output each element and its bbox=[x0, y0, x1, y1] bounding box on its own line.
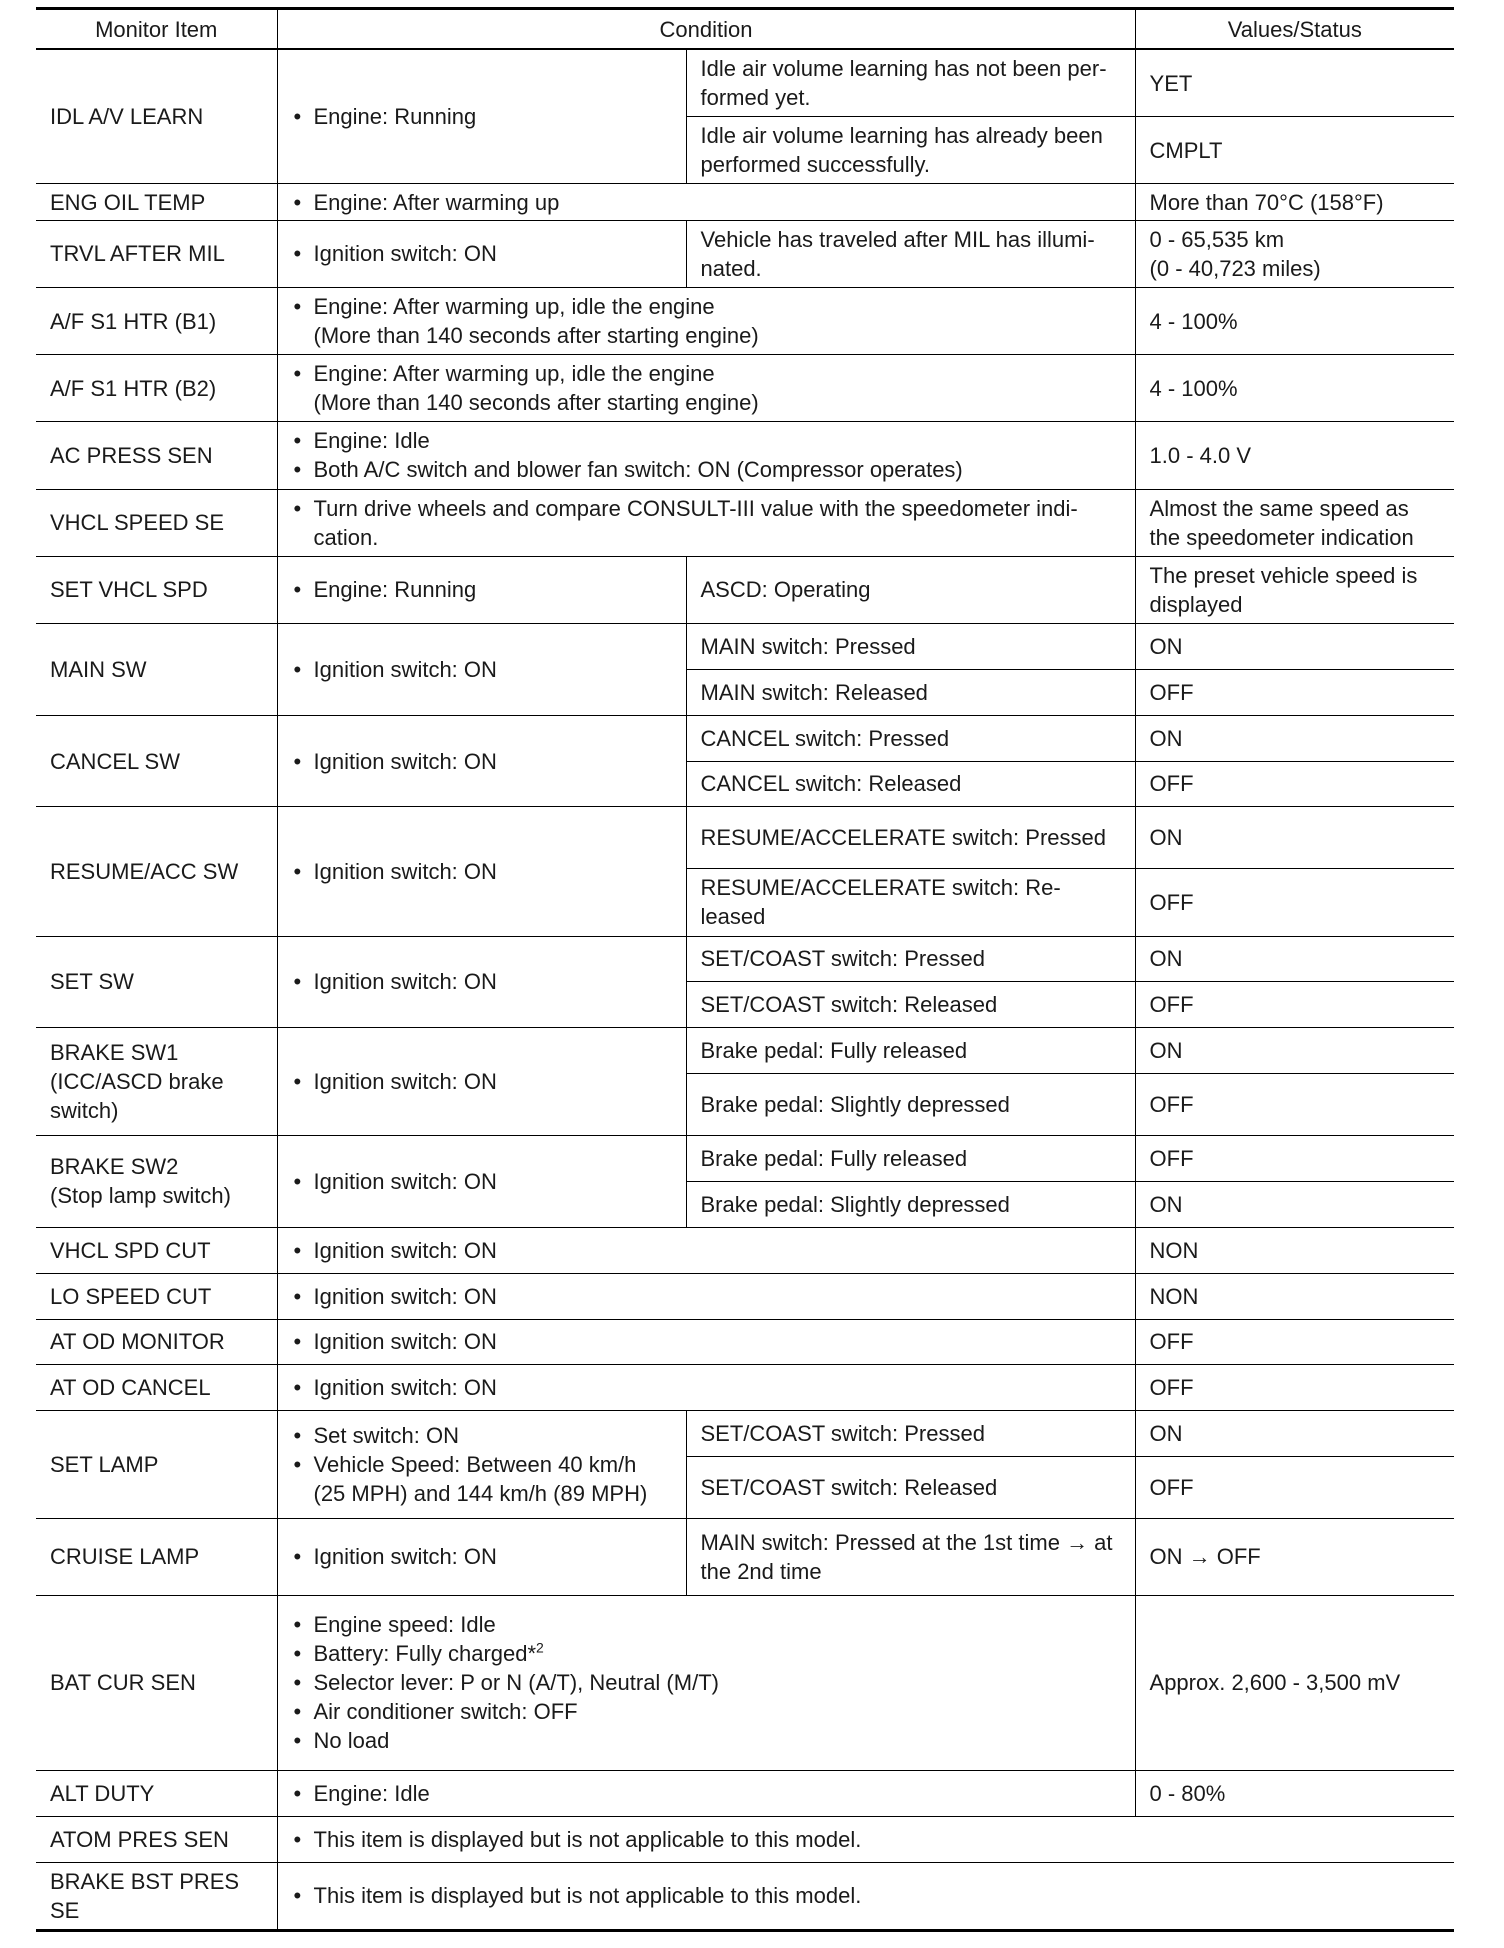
table-row bbox=[36, 1411, 1454, 1457]
table-row bbox=[36, 1365, 1454, 1411]
monitor-item-cell: ENG OIL TEMP bbox=[36, 184, 277, 220]
condition-line: • Engine: After warming up, idle the engine bbox=[313, 361, 715, 387]
condition-bullet: • Both A/C switch and blower fan switch: ON (Compressor operates) bbox=[292, 455, 1121, 484]
condition-bullet: • Selector lever: P or N (A/T), Neutral (M/T) bbox=[292, 1668, 1121, 1697]
condition-cell bbox=[277, 422, 1135, 489]
sub-condition-cell: Brake pedal: Slightly depressed bbox=[686, 1181, 1135, 1227]
monitor-item-cell: VHCL SPD CUT bbox=[36, 1227, 277, 1273]
sub-condition-cell: SET/COAST switch: Pressed bbox=[686, 1411, 1135, 1457]
table-row bbox=[36, 1028, 1454, 1074]
value-cell: OFF bbox=[1135, 1319, 1454, 1365]
sub-condition-cell: Vehicle has traveled after MIL has illumi-nated. bbox=[686, 220, 1135, 287]
item-line: (Stop lamp switch) bbox=[50, 1183, 231, 1209]
condition-bullet: • Engine: Running bbox=[292, 102, 672, 131]
monitor-item-cell bbox=[36, 1136, 277, 1228]
condition-bullet: • Ignition switch: ON bbox=[292, 1282, 1121, 1311]
condition-cell bbox=[277, 1519, 686, 1596]
condition-cell bbox=[277, 807, 686, 936]
value-cell: ON bbox=[1135, 1028, 1454, 1074]
table-row bbox=[36, 623, 1454, 669]
condition-bullet: • Ignition switch: ON bbox=[292, 967, 672, 996]
condition-cell bbox=[277, 715, 686, 807]
sub-condition-cell: Brake pedal: Fully released bbox=[686, 1136, 1135, 1182]
sub-condition-cell: Idle air volume learning has not been per-formed yet. bbox=[686, 49, 1135, 117]
footnote-marker: 2 bbox=[536, 1639, 544, 1656]
condition-cell bbox=[277, 1319, 1135, 1365]
condition-cell bbox=[277, 1227, 1135, 1273]
value-cell: 1.0 - 4.0 V bbox=[1135, 422, 1454, 489]
table-row bbox=[36, 1862, 1454, 1930]
condition-cell bbox=[277, 287, 1135, 354]
condition-cell bbox=[277, 489, 1135, 556]
value-line: 0 - 65,535 km bbox=[1149, 226, 1285, 252]
table-row bbox=[36, 715, 1454, 761]
value-cell: OFF bbox=[1135, 869, 1454, 936]
monitor-item-cell: AT OD MONITOR bbox=[36, 1319, 277, 1365]
condition-cell bbox=[277, 220, 686, 287]
table-row bbox=[36, 1273, 1454, 1319]
condition-bullet: • Ignition switch: ON bbox=[292, 747, 672, 776]
value-cell: 4 - 100% bbox=[1135, 287, 1454, 354]
sub-condition-cell: MAIN switch: Pressed bbox=[686, 623, 1135, 669]
table-row bbox=[36, 422, 1454, 489]
value-cell: OFF bbox=[1135, 761, 1454, 807]
sub-condition-cell: Brake pedal: Slightly depressed bbox=[686, 1074, 1135, 1136]
monitor-item-cell: IDL A/V LEARN bbox=[36, 49, 277, 184]
value-cell: CMPLT bbox=[1135, 117, 1454, 184]
header-monitor-item: Monitor Item bbox=[36, 9, 277, 50]
condition-bullet: • Air conditioner switch: OFF bbox=[292, 1697, 1121, 1726]
table-row bbox=[36, 936, 1454, 982]
table-row bbox=[36, 1519, 1454, 1596]
sub-condition-cell: Brake pedal: Fully released bbox=[686, 1028, 1135, 1074]
table-header-row bbox=[36, 9, 1454, 50]
value-cell: The preset vehicle speed is displayed bbox=[1135, 556, 1454, 623]
sub-condition-cell: Idle air volume learning has already been performed successfully. bbox=[686, 117, 1135, 184]
value-cell: ON bbox=[1135, 623, 1454, 669]
monitor-item-cell: AT OD CANCEL bbox=[36, 1365, 277, 1411]
value-cell: ON bbox=[1135, 715, 1454, 761]
table-row bbox=[36, 220, 1454, 287]
value-cell: Almost the same speed as the speedometer indication bbox=[1135, 489, 1454, 556]
sub-condition-cell: ASCD: Operating bbox=[686, 556, 1135, 623]
condition-cell bbox=[277, 1862, 1454, 1930]
monitor-item-cell: ALT DUTY bbox=[36, 1770, 277, 1816]
value-cell: ON → OFF bbox=[1135, 1519, 1454, 1596]
item-line: BRAKE SW2 bbox=[50, 1154, 179, 1180]
monitor-item-cell: BRAKE SW1 (ICC/ASCD brake switch) bbox=[36, 1028, 277, 1136]
condition-bullet: • Ignition switch: ON bbox=[292, 1327, 1121, 1356]
condition-bullet: • Vehicle Speed: Between 40 km/h (25 MPH) and 144 km/h (89 MPH) bbox=[292, 1450, 672, 1508]
value-cell: OFF bbox=[1135, 1136, 1454, 1182]
condition-bullet: • No load bbox=[292, 1726, 1121, 1755]
sub-condition-cell: CANCEL switch: Pressed bbox=[686, 715, 1135, 761]
monitor-item-cell: BAT CUR SEN bbox=[36, 1595, 277, 1770]
condition-bullet: • Engine: After warming up bbox=[292, 188, 1121, 217]
header-condition: Condition bbox=[277, 9, 1135, 50]
sub-condition-cell: MAIN switch: Pressed at the 1st time → at the 2nd time bbox=[686, 1519, 1135, 1596]
condition-bullet: • Ignition switch: ON bbox=[292, 857, 672, 886]
value-cell: 0 - 80% bbox=[1135, 1770, 1454, 1816]
header-values-status: Values/Status bbox=[1135, 9, 1454, 50]
value-cell: Approx. 2,600 - 3,500 mV bbox=[1135, 1595, 1454, 1770]
monitor-item-cell: AC PRESS SEN bbox=[36, 422, 277, 489]
condition-line: (More than 140 seconds after starting engine) bbox=[313, 390, 759, 416]
monitor-item-table bbox=[36, 7, 1454, 1932]
value-cell: YET bbox=[1135, 49, 1454, 117]
table-row bbox=[36, 49, 1454, 117]
monitor-item-cell: LO SPEED CUT bbox=[36, 1273, 277, 1319]
sub-condition-cell: CANCEL switch: Released bbox=[686, 761, 1135, 807]
table-row bbox=[36, 1595, 1454, 1770]
sub-condition-cell: MAIN switch: Released bbox=[686, 669, 1135, 715]
condition-cell bbox=[277, 623, 686, 715]
monitor-item-cell: A/F S1 HTR (B1) bbox=[36, 287, 277, 354]
monitor-item-cell: SET SW bbox=[36, 936, 277, 1028]
monitor-item-cell: BRAKE BST PRES SE bbox=[36, 1862, 277, 1930]
condition-cell bbox=[277, 1273, 1135, 1319]
value-cell: OFF bbox=[1135, 982, 1454, 1028]
table-row bbox=[36, 556, 1454, 623]
value-cell: OFF bbox=[1135, 1074, 1454, 1136]
condition-bullet bbox=[292, 292, 1121, 350]
monitor-item-cell: TRVL AFTER MIL bbox=[36, 220, 277, 287]
monitor-item-cell: A/F S1 HTR (B2) bbox=[36, 355, 277, 422]
condition-cell bbox=[277, 49, 686, 184]
value-cell: ON bbox=[1135, 1411, 1454, 1457]
value-cell: 4 - 100% bbox=[1135, 355, 1454, 422]
value-cell bbox=[1135, 220, 1454, 287]
condition-bullet: • Ignition switch: ON bbox=[292, 1542, 672, 1571]
condition-cell bbox=[277, 1411, 686, 1519]
monitor-item-cell: CRUISE LAMP bbox=[36, 1519, 277, 1596]
condition-bullet: • Engine: Idle bbox=[292, 426, 1121, 455]
monitor-item-cell: MAIN SW bbox=[36, 623, 277, 715]
table-row bbox=[36, 807, 1454, 869]
value-cell: OFF bbox=[1135, 1365, 1454, 1411]
value-line: (0 - 40,723 miles) bbox=[1149, 255, 1321, 281]
monitor-item-cell: SET VHCL SPD bbox=[36, 556, 277, 623]
value-cell: ON bbox=[1135, 1181, 1454, 1227]
value-cell: More than 70°C (158°F) bbox=[1135, 184, 1454, 220]
sub-condition-cell: SET/COAST switch: Released bbox=[686, 1457, 1135, 1519]
condition-bullet: • Engine: Running bbox=[292, 575, 672, 604]
value-cell: OFF bbox=[1135, 669, 1454, 715]
condition-cell bbox=[277, 1770, 1135, 1816]
table-row bbox=[36, 1136, 1454, 1182]
monitor-item-cell: ATOM PRES SEN bbox=[36, 1816, 277, 1862]
condition-bullet: • Turn drive wheels and compare CONSULT-III value with the speedometer indi-cation. bbox=[292, 494, 1121, 552]
table-row bbox=[36, 1816, 1454, 1862]
value-cell: OFF bbox=[1135, 1457, 1454, 1519]
condition-bullet: • Ignition switch: ON bbox=[292, 1373, 1121, 1402]
condition-cell bbox=[277, 355, 1135, 422]
table-row bbox=[36, 1770, 1454, 1816]
value-cell: ON bbox=[1135, 936, 1454, 982]
condition-bullet: • Ignition switch: ON bbox=[292, 1236, 1121, 1265]
condition-bullet: • Ignition switch: ON bbox=[292, 655, 672, 684]
condition-cell bbox=[277, 556, 686, 623]
condition-cell bbox=[277, 1365, 1135, 1411]
value-cell: NON bbox=[1135, 1273, 1454, 1319]
value-cell: NON bbox=[1135, 1227, 1454, 1273]
condition-bullet: • Engine: Idle bbox=[292, 1779, 1121, 1808]
table-row bbox=[36, 489, 1454, 556]
condition-line: • Engine: After warming up, idle the engine bbox=[313, 294, 715, 319]
table-row bbox=[36, 1319, 1454, 1365]
monitor-item-cell: RESUME/ACC SW bbox=[36, 807, 277, 936]
monitor-item-cell: CANCEL SW bbox=[36, 715, 277, 807]
sub-condition-cell: RESUME/ACCELERATE switch: Pressed bbox=[686, 807, 1135, 869]
table-row bbox=[36, 287, 1454, 354]
sub-condition-cell: RESUME/ACCELERATE switch: Re-leased bbox=[686, 869, 1135, 936]
sub-condition-cell: SET/COAST switch: Released bbox=[686, 982, 1135, 1028]
condition-bullet: • Ignition switch: ON bbox=[292, 1167, 672, 1196]
condition-cell bbox=[277, 1136, 686, 1228]
condition-bullet: • Engine speed: Idle bbox=[292, 1610, 1121, 1639]
table-row bbox=[36, 1227, 1454, 1273]
condition-bullet bbox=[292, 1639, 1121, 1668]
condition-cell bbox=[277, 1816, 1454, 1862]
condition-bullet: • This item is displayed but is not applicable to this model. bbox=[292, 1881, 1441, 1910]
condition-bullet: • Ignition switch: ON bbox=[292, 239, 672, 268]
condition-line: (More than 140 seconds after starting engine) bbox=[313, 323, 759, 348]
value-cell: ON bbox=[1135, 807, 1454, 869]
sub-condition-cell: SET/COAST switch: Pressed bbox=[686, 936, 1135, 982]
table-row bbox=[36, 355, 1454, 422]
condition-bullet: • Ignition switch: ON bbox=[292, 1067, 672, 1096]
condition-cell bbox=[277, 1028, 686, 1136]
monitor-item-cell: SET LAMP bbox=[36, 1411, 277, 1519]
table-row bbox=[36, 184, 1454, 220]
condition-bullet: • This item is displayed but is not applicable to this model. bbox=[292, 1825, 1441, 1854]
condition-cell bbox=[277, 936, 686, 1028]
condition-text: Battery: Fully charged* bbox=[313, 1641, 537, 1667]
condition-cell bbox=[277, 1595, 1135, 1770]
condition-bullet: • Set switch: ON bbox=[292, 1421, 672, 1450]
condition-cell bbox=[277, 184, 1135, 220]
monitor-item-cell: VHCL SPEED SE bbox=[36, 489, 277, 556]
condition-bullet bbox=[292, 359, 1121, 417]
